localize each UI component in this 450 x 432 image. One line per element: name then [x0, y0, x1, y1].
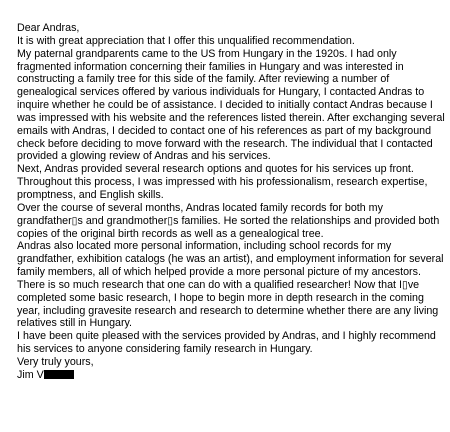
paragraph-future-research: There is so much research that one can do with a qualified researcher! Now that I▯ve completed some basic research, I hope to begin more in depth research in the coming year, including gravesite research and research to determine whether there are any living relatives still in Hungary.	[17, 278, 439, 330]
paragraph-recommendation: I have been quite pleased with the services provided by Andras, and I highly recommend his services to anyone considering family research in Hungary.	[17, 330, 436, 356]
signature	[17, 369, 447, 382]
signature-name: Jim V	[17, 368, 44, 381]
salutation: Dear Andras,	[17, 22, 80, 34]
redaction-bar	[44, 370, 74, 379]
paragraph-appreciation: It is with great appreciation that I offer this unqualified recommendation.	[17, 34, 355, 47]
paragraph-background: My paternal grandparents came to the US from Hungary in the 1920s. I had only fragmented information concerning their families in Hungary and was interested in constructing a family tree for this side of the family. After reviewing a number of genealogical services offered by various individuals for Hungary, I contacted Andras to inquire whether he could be of assistance. I decided to initially contact Andras because I was impressed with his website and the references listed therein. After exchanging several emails with Andras, I decided to contact one of his references as part of my background check before deciding to move forward with the research. The individual that I contacted provided a glowing review of Andras and his services.	[17, 47, 445, 163]
paragraph-research-options: Next, Andras provided several research options and quotes for his services up front. Throughout this process, I was impressed with his professionalism, research expertise, promptness, and English skills.	[17, 163, 428, 201]
letter-body	[17, 22, 447, 382]
paragraph-family-records: Over the course of several months, Andras located family records for both my grandfather▯s and grandmother▯s families. He sorted the relationships and provided both copies of the original birth records as well as a genealogical tree.	[17, 201, 440, 240]
paragraph-personal-information: Andras also located more personal information, including school records for my grandfather, exhibition catalogs (he was an artist), and employment information for several family members, all of which helped provide a more personal picture of my ancestors.	[17, 240, 444, 279]
closing: Very truly yours,	[17, 355, 94, 368]
